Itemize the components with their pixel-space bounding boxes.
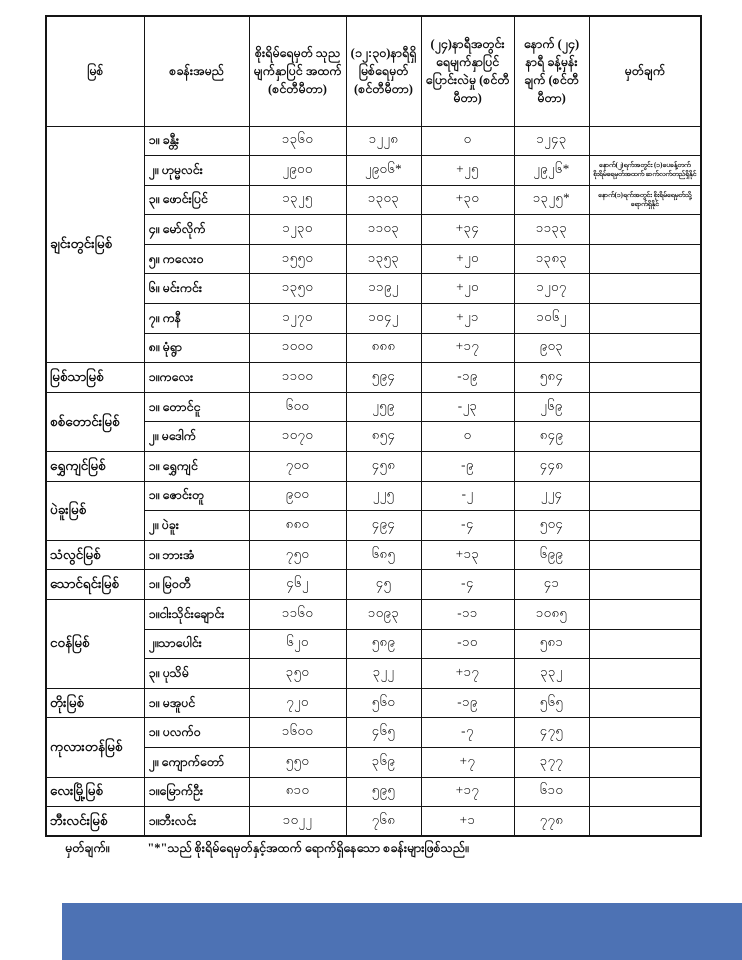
danger-level-cell: ၉၀၀ [249, 481, 346, 511]
forecast-24h-cell: ၁၀၆၂ [514, 304, 589, 334]
table-row [46, 185, 701, 215]
station-cell: ၇။ ကနီ [144, 304, 249, 334]
remark-cell [589, 126, 701, 156]
change-24h-cell: +၁၇ [421, 659, 514, 689]
forecast-24h-cell: ၁၂၄၃ [514, 126, 589, 156]
remark-cell [589, 629, 701, 659]
table-row [46, 629, 701, 659]
forecast-24h-cell: ၈၄၉ [514, 422, 589, 452]
forecast-24h-cell: ၅၀၄ [514, 511, 589, 541]
danger-level-cell: ၁၆၀၀ [249, 718, 346, 748]
remark-cell [589, 333, 701, 363]
table-row [46, 452, 701, 482]
remark-cell [589, 570, 701, 600]
current-level-cell: ၅၈၉ [346, 629, 421, 659]
remark-cell [589, 511, 701, 541]
remark-cell [589, 659, 701, 689]
remark-cell [589, 807, 701, 837]
footnote-text: "*"သည် စိုးရိမ်ရေမှတ်နှင့်အထက် ရောက်ရှိနေသော စခန်းများဖြစ်သည်။ [147, 841, 469, 855]
danger-level-cell: ၈၈၀ [249, 511, 346, 541]
current-level-cell: ၁၃၀၃ [346, 185, 421, 215]
river-name-cell: ရွှေကျင်မြစ် [46, 452, 144, 482]
danger-level-cell: ၁၂၇၀ [249, 304, 346, 334]
table-row [46, 718, 701, 748]
change-24h-cell: -၇ [421, 718, 514, 748]
station-cell: ၁။ ပလက်ဝ [144, 718, 249, 748]
table-row [46, 363, 701, 393]
forecast-24h-cell: ၅၈၄ [514, 363, 589, 393]
current-level-cell: ၂၅၉ [346, 392, 421, 422]
danger-level-cell: ၇၂၀ [249, 688, 346, 718]
current-level-cell: ၃၂၂ [346, 659, 421, 689]
station-cell: ၄။ မော်လိုက် [144, 215, 249, 245]
remark-cell [589, 392, 701, 422]
current-level-cell: ၅၉၄ [346, 363, 421, 393]
table-row [46, 777, 701, 807]
footnote-label: မှတ်ချက်။ [65, 841, 110, 855]
change-24h-cell: -၉ [421, 452, 514, 482]
station-cell: ၅။ ကလေးဝ [144, 244, 249, 274]
table-row [46, 392, 701, 422]
station-cell: ၁။ မြဝတီ [144, 570, 249, 600]
header-station-name: စခန်းအမည် [144, 16, 249, 126]
river-level-table [45, 15, 702, 837]
current-level-cell: ၈၅၄ [346, 422, 421, 452]
forecast-24h-cell: ၁၃၈၃ [514, 244, 589, 274]
change-24h-cell: -၁၉ [421, 688, 514, 718]
forecast-24h-cell: ၁၃၂၅* [514, 185, 589, 215]
forecast-24h-cell: ၃၇၇ [514, 747, 589, 777]
header-current-level: (၁၂:၃၀)နာရီရှိ မြစ်ရေမှတ် (စင်တီမီတာ) [346, 16, 421, 126]
remark-cell [589, 452, 701, 482]
forecast-24h-cell: ၅၆၅ [514, 688, 589, 718]
current-level-cell: ၁၁၀၃ [346, 215, 421, 245]
current-level-cell: ၁၁၉၂ [346, 274, 421, 304]
danger-level-cell: ၅၅၀ [249, 747, 346, 777]
change-24h-cell: +၂၀ [421, 244, 514, 274]
station-cell: ၂။သာပေါင်း [144, 629, 249, 659]
remark-cell [589, 688, 701, 718]
table-row [46, 511, 701, 541]
forecast-24h-cell: ၇၇၈ [514, 807, 589, 837]
river-name-cell: ဘီးလင်းမြစ် [46, 807, 144, 837]
danger-level-cell: ၇၅၀ [249, 540, 346, 570]
danger-level-cell: ၁၃၆၀ [249, 126, 346, 156]
remark-cell [589, 777, 701, 807]
remark-cell [589, 600, 701, 630]
remark-cell: နောက်(၂)ရက်အတွင်း (၁)ပေခန့်တက် စိုးရိမ်ရေမှတ်အထက် ဆက်လက်တည်ရှိနိုင် [589, 156, 701, 186]
river-name-cell: ချင်းတွင်းမြစ် [46, 126, 144, 363]
table-row [46, 570, 701, 600]
river-name-cell: ပဲခူးမြစ် [46, 481, 144, 540]
current-level-cell: ၁၃၅၃ [346, 244, 421, 274]
remark-cell [589, 363, 701, 393]
change-24h-cell: -၁၉ [421, 363, 514, 393]
danger-level-cell: ၈၁၀ [249, 777, 346, 807]
danger-level-cell: ၆၀၀ [249, 392, 346, 422]
remark-cell [589, 422, 701, 452]
footnote [65, 841, 695, 859]
change-24h-cell: +၃၀ [421, 185, 514, 215]
bottom-blue-banner [62, 903, 742, 960]
forecast-24h-cell: ၁၂၀၇ [514, 274, 589, 304]
danger-level-cell: ၁၀၂၂ [249, 807, 346, 837]
remark-cell [589, 540, 701, 570]
table-row [46, 304, 701, 334]
table-row [46, 747, 701, 777]
forecast-24h-cell: ၄၁ [514, 570, 589, 600]
forecast-24h-cell: ၆၉၉ [514, 540, 589, 570]
header-river: မြစ် [46, 16, 144, 126]
forecast-24h-cell: ၂၆၉ [514, 392, 589, 422]
table-row [46, 244, 701, 274]
danger-level-cell: ၁၁၆၀ [249, 600, 346, 630]
change-24h-cell: -၂၃ [421, 392, 514, 422]
current-level-cell: ၄၉၄ [346, 511, 421, 541]
remark-cell [589, 215, 701, 245]
danger-level-cell: ၁၃၅၀ [249, 274, 346, 304]
river-name-cell: စစ်တောင်းမြစ် [46, 392, 144, 451]
change-24h-cell: ၀ [421, 126, 514, 156]
change-24h-cell: -၄ [421, 570, 514, 600]
change-24h-cell: -၂ [421, 481, 514, 511]
change-24h-cell: +၂၅ [421, 156, 514, 186]
station-cell: ၂။ ပဲခူး [144, 511, 249, 541]
change-24h-cell: -၁၀ [421, 629, 514, 659]
current-level-cell: ၃၆၉ [346, 747, 421, 777]
current-level-cell: ၄၆၅ [346, 718, 421, 748]
danger-level-cell: ၁၁၀၀ [249, 363, 346, 393]
forecast-24h-cell: ၁၀၈၅ [514, 600, 589, 630]
table-header-row [46, 16, 701, 126]
table-row [46, 274, 701, 304]
current-level-cell: ၅၉၅ [346, 777, 421, 807]
current-level-cell: ၅၆၀ [346, 688, 421, 718]
danger-level-cell: ၆၂၀ [249, 629, 346, 659]
forecast-24h-cell: ၅၈၁ [514, 629, 589, 659]
forecast-24h-cell: ၆၁၀ [514, 777, 589, 807]
remark-cell [589, 304, 701, 334]
danger-level-cell: ၁၅၅၀ [249, 244, 346, 274]
danger-level-cell: ၇၀၀ [249, 452, 346, 482]
river-name-cell: တိုးမြစ် [46, 688, 144, 718]
forecast-24h-cell: ၄၇၅ [514, 718, 589, 748]
current-level-cell: ၁၂၂၈ [346, 126, 421, 156]
table-row [46, 333, 701, 363]
river-name-cell: ငဝန်မြစ် [46, 600, 144, 689]
station-cell: ၁။ တောင်ငူ [144, 392, 249, 422]
change-24h-cell: +၇ [421, 747, 514, 777]
remark-cell: နောက်(၁)ရက်အတွင်း စိုးရိမ်ရေမှတ်သို့ ရောက်ရှိနိုင် [589, 185, 701, 215]
change-24h-cell: +၂၁ [421, 304, 514, 334]
station-cell: ၂။ မဒေါက် [144, 422, 249, 452]
header-remark: မှတ်ချက် [589, 16, 701, 126]
change-24h-cell: +၃၄ [421, 215, 514, 245]
station-cell: ၃။ ပုသိမ် [144, 659, 249, 689]
table-row [46, 659, 701, 689]
current-level-cell: ၁၀၄၂ [346, 304, 421, 334]
current-level-cell: ၆၈၅ [346, 540, 421, 570]
change-24h-cell: +၁ [421, 807, 514, 837]
station-cell: ၁။ဘီးလင်း [144, 807, 249, 837]
station-cell: ၁။ငါးသိုင်းချောင်း [144, 600, 249, 630]
river-table-body [46, 126, 701, 836]
table-row [46, 156, 701, 186]
current-level-cell: ၂၂၅ [346, 481, 421, 511]
station-cell: ၃။ ဖောင်းပြင် [144, 185, 249, 215]
change-24h-cell: +၁၇ [421, 777, 514, 807]
danger-level-cell: ၃၅၀ [249, 659, 346, 689]
forecast-24h-cell: ၄၄၈ [514, 452, 589, 482]
current-level-cell: ၇၆၈ [346, 807, 421, 837]
table-row [46, 600, 701, 630]
remark-cell [589, 747, 701, 777]
current-level-cell: ၄၅ [346, 570, 421, 600]
station-cell: ၂။ ဟုမ္မလင်း [144, 156, 249, 186]
table-row [46, 540, 701, 570]
table-row [46, 422, 701, 452]
river-name-cell: သံလွင်မြစ် [46, 540, 144, 570]
river-name-cell: လေးမြို့မြစ် [46, 777, 144, 807]
station-cell: ၁။ကလေး [144, 363, 249, 393]
river-name-cell: မြစ်သာမြစ် [46, 363, 144, 393]
danger-level-cell: ၄၆၂ [249, 570, 346, 600]
current-level-cell: ၄၅၈ [346, 452, 421, 482]
station-cell: ၆။ မင်းကင်း [144, 274, 249, 304]
remark-cell [589, 244, 701, 274]
danger-level-cell: ၁၀၀၀ [249, 333, 346, 363]
danger-level-cell: ၁၃၂၅ [249, 185, 346, 215]
station-cell: ၈။ မုံရွာ [144, 333, 249, 363]
station-cell: ၁။မြောက်ဦး [144, 777, 249, 807]
header-24h-change: (၂၄)နာရီအတွင်း ရေမျက်နှာပြင် ပြောင်းလဲမှု (စင်တီမီတာ) [421, 16, 514, 126]
station-cell: ၂။ ကျောက်တော် [144, 747, 249, 777]
change-24h-cell: +၂၀ [421, 274, 514, 304]
current-level-cell: ၂၉၀၆* [346, 156, 421, 186]
river-name-cell: ကုလားတန်မြစ် [46, 718, 144, 777]
danger-level-cell: ၁၂၃၀ [249, 215, 346, 245]
header-danger-level: စိုးရိမ်ရေမှတ် သုညမျက်နှာပြင် အထက် (စင်တီမီတာ) [249, 16, 346, 126]
forecast-24h-cell: ၉၀၃ [514, 333, 589, 363]
table-row [46, 807, 701, 837]
station-cell: ၁။ ရွှေကျင် [144, 452, 249, 482]
change-24h-cell: ၀ [421, 422, 514, 452]
danger-level-cell: ၁၀၇၀ [249, 422, 346, 452]
change-24h-cell: -၄ [421, 511, 514, 541]
remark-cell [589, 718, 701, 748]
change-24h-cell: +၁၃ [421, 540, 514, 570]
remark-cell [589, 274, 701, 304]
station-cell: ၁။ မအူပင် [144, 688, 249, 718]
change-24h-cell: -၁၁ [421, 600, 514, 630]
table-row [46, 481, 701, 511]
forecast-24h-cell: ၂၉၂၆* [514, 156, 589, 186]
station-cell: ၁။ ဇောင်းတူ [144, 481, 249, 511]
table-row [46, 126, 701, 156]
station-cell: ၁။ ခန္တီး [144, 126, 249, 156]
forecast-24h-cell: ၃၃၂ [514, 659, 589, 689]
river-name-cell: သောင်ရင်းမြစ် [46, 570, 144, 600]
forecast-24h-cell: ၁၁၃၃ [514, 215, 589, 245]
danger-level-cell: ၂၉၀၀ [249, 156, 346, 186]
remark-cell [589, 481, 701, 511]
table-row [46, 688, 701, 718]
header-24h-forecast: နောက် (၂၄) နာရီ ခန့်မှန်းချက် (စင်တီမီတာ) [514, 16, 589, 126]
station-cell: ၁။ ဘားအံ [144, 540, 249, 570]
current-level-cell: ၁၀၉၃ [346, 600, 421, 630]
change-24h-cell: +၁၇ [421, 333, 514, 363]
current-level-cell: ၈၈၈ [346, 333, 421, 363]
forecast-24h-cell: ၂၂၄ [514, 481, 589, 511]
table-row [46, 215, 701, 245]
